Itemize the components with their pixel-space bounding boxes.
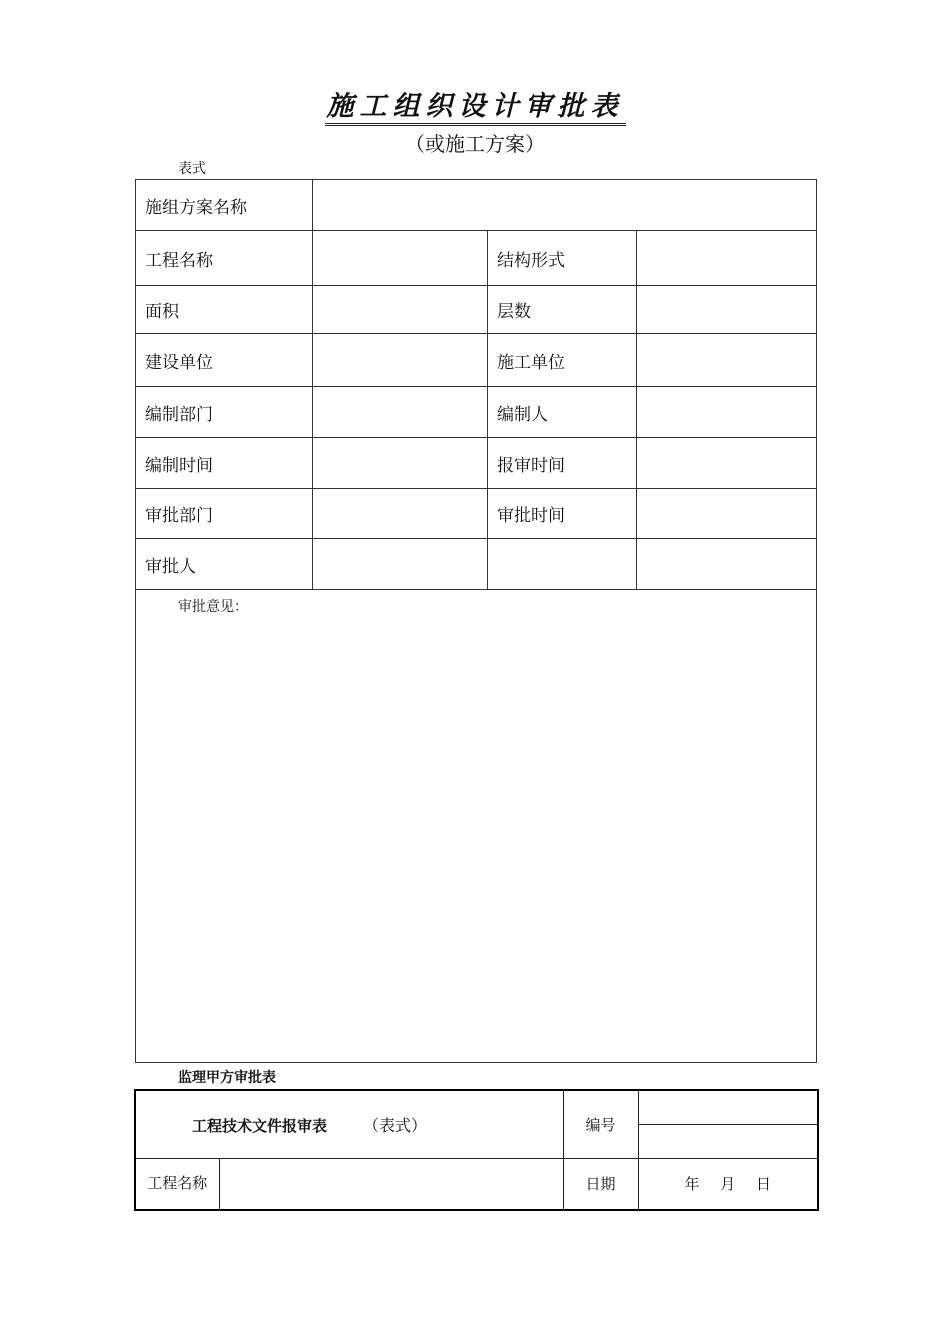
table-row	[136, 231, 817, 286]
project-name-field-2[interactable]	[219, 1158, 563, 1210]
number-label: 编号	[563, 1090, 638, 1158]
review-form-title-paren: （表式）	[363, 1115, 428, 1135]
project-name-label-2: 工程名称	[135, 1158, 219, 1210]
plan-name-field[interactable]	[313, 180, 817, 231]
review-form-title	[135, 1090, 563, 1158]
floors-field[interactable]	[637, 286, 817, 334]
table-row	[136, 387, 817, 438]
supervision-section-label: 监理甲方审批表	[178, 1070, 276, 1086]
approval-form-table	[135, 179, 817, 1063]
project-name-field[interactable]	[313, 231, 488, 286]
approver-label: 审批人	[136, 539, 313, 590]
approval-opinion-area[interactable]	[136, 590, 817, 1063]
structure-type-field[interactable]	[637, 231, 817, 286]
structure-type-label: 结构形式	[488, 231, 637, 286]
contractor-unit-label: 施工单位	[488, 334, 637, 387]
preparer-field[interactable]	[637, 387, 817, 438]
number-field-1[interactable]	[638, 1090, 818, 1124]
approval-time-field[interactable]	[637, 489, 817, 539]
prep-time-label: 编制时间	[136, 438, 313, 489]
page-title-text: 施工组织设计审批表	[325, 91, 626, 126]
approval-time-label: 审批时间	[488, 489, 637, 539]
date-label: 日期	[563, 1158, 638, 1210]
form-code-label: 表式	[178, 161, 206, 177]
table-row	[136, 590, 817, 1063]
date-field[interactable]	[638, 1158, 818, 1210]
approver-field[interactable]	[313, 539, 488, 590]
tech-doc-review-table	[134, 1089, 819, 1211]
review-form-title-text: 工程技术文件报审表	[192, 1116, 328, 1135]
month-label: 月	[720, 1175, 736, 1194]
submit-time-label: 报审时间	[488, 438, 637, 489]
table-row	[135, 1090, 818, 1124]
table-row	[136, 180, 817, 231]
prep-department-label: 编制部门	[136, 387, 313, 438]
owner-unit-field[interactable]	[313, 334, 488, 387]
contractor-unit-field[interactable]	[637, 334, 817, 387]
submit-time-field[interactable]	[637, 438, 817, 489]
approval-department-field[interactable]	[313, 489, 488, 539]
blank-label	[488, 539, 637, 590]
owner-unit-label: 建设单位	[136, 334, 313, 387]
approval-department-label: 审批部门	[136, 489, 313, 539]
blank-field[interactable]	[637, 539, 817, 590]
table-row	[136, 489, 817, 539]
approval-opinion-label: 审批意见：	[178, 599, 248, 615]
area-label: 面积	[136, 286, 313, 334]
page-title	[0, 84, 950, 123]
table-row	[136, 286, 817, 334]
plan-name-label: 施组方案名称	[136, 180, 313, 231]
table-row	[136, 438, 817, 489]
prep-time-field[interactable]	[313, 438, 488, 489]
preparer-label: 编制人	[488, 387, 637, 438]
table-row	[136, 539, 817, 590]
prep-department-field[interactable]	[313, 387, 488, 438]
number-field-2[interactable]	[638, 1124, 818, 1158]
year-label: 年	[684, 1175, 700, 1194]
project-name-label: 工程名称	[136, 231, 313, 286]
floors-label: 层数	[488, 286, 637, 334]
page-subtitle: （或施工方案）	[405, 132, 545, 156]
table-row	[136, 334, 817, 387]
table-row	[135, 1158, 818, 1210]
area-field[interactable]	[313, 286, 488, 334]
day-label: 日	[756, 1175, 772, 1194]
